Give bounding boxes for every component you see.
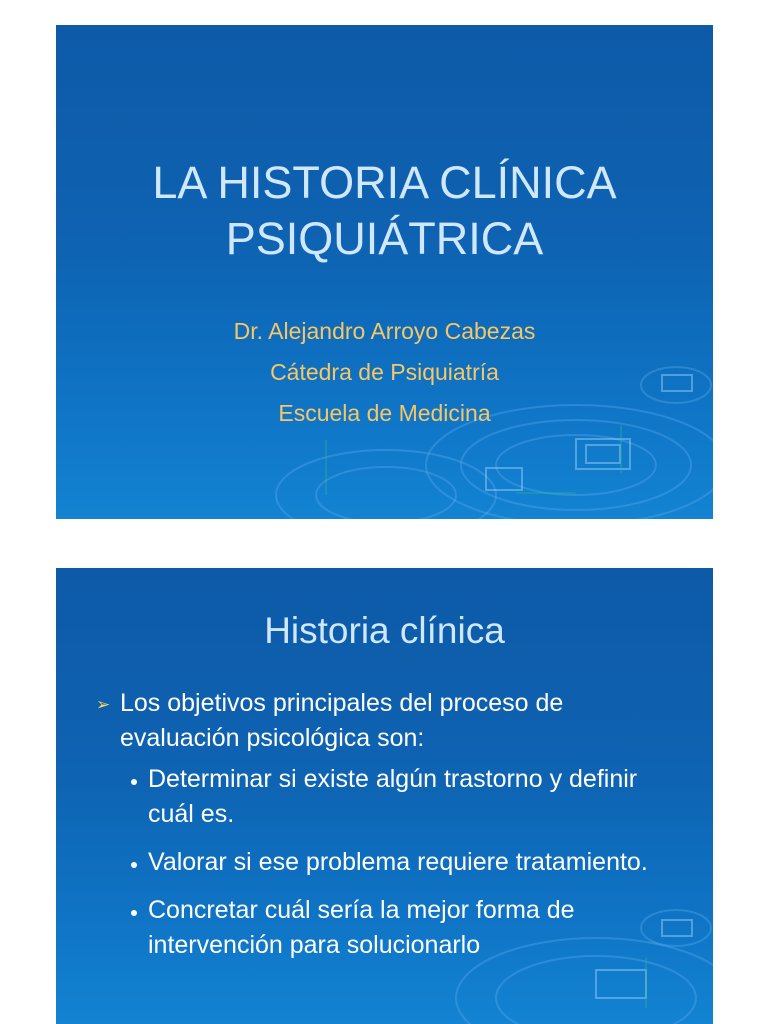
sub-bullet-text: Determinar si existe algún trastorno y definir cuál es. [148,765,638,828]
presenter-info [56,311,713,434]
sub-bullet [96,762,683,832]
main-bullet-text: Los objetivos principales del proceso de evaluación psicológica son: [120,689,564,752]
title-slide [56,25,713,519]
school-name: Escuela de Medicina [278,400,491,426]
sub-bullet-text: Valorar si ese problema requiere tratamiento. [148,848,648,876]
presentation-title [56,155,713,267]
dot-bullet-icon [131,779,137,785]
sub-bullet [96,845,683,880]
slide-title: Historia clínica [264,610,505,651]
arrow-bullet-icon: ➢ [96,695,111,714]
title-line-1: LA HISTORIA CLÍNICA [152,157,617,208]
sub-bullet-text: Concretar cuál sería la mejor forma de intervención para solucionarlo [148,896,575,959]
author-name: Dr. Alejandro Arroyo Cabezas [233,318,536,344]
dot-bullet-icon [131,910,137,916]
department-name: Cátedra de Psiquiatría [270,359,499,385]
dot-bullet-icon [131,862,137,868]
decorative-circles-graphic [56,25,713,519]
main-bullet [96,686,683,756]
bullet-list [96,686,683,976]
sub-bullet [96,893,683,963]
title-line-2: PSIQUIÁTRICA [225,213,544,264]
content-slide [56,568,713,1024]
